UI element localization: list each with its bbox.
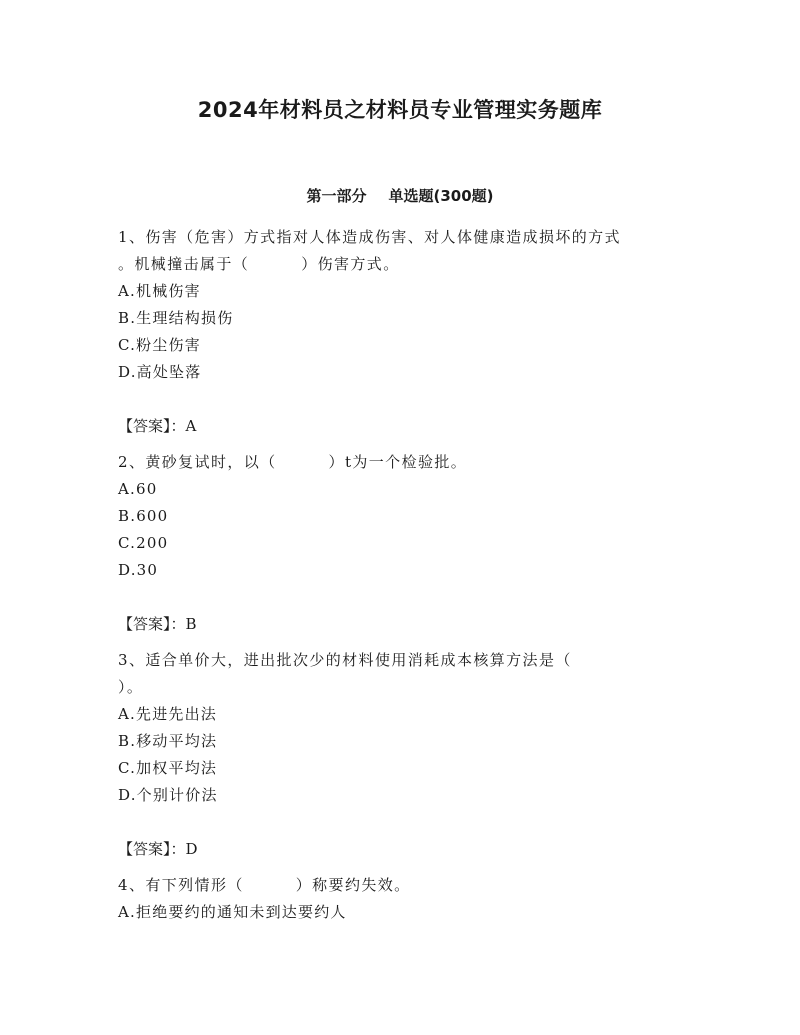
option-d: D.个别计价法: [118, 786, 218, 804]
question-stem: 4、有下列情形（ ）称要约失效。: [118, 876, 411, 894]
option-a: A.先进先出法: [118, 705, 218, 723]
question-1: [118, 224, 688, 440]
section-part: 第一部分: [306, 187, 367, 205]
answer-label: 【答案】：: [118, 615, 186, 633]
question-stem: 2、黄砂复试时，以（ ）t为一个检验批。: [118, 453, 468, 471]
section-name: 单选题(300题): [388, 187, 494, 205]
option-c: C.加权平均法: [118, 759, 218, 777]
question-stem-continued: 。机械撞击属于（ ）伤害方式。: [118, 255, 400, 273]
option-d: D.30: [118, 561, 159, 579]
question-2: [118, 449, 688, 638]
answer-value: D: [185, 840, 198, 858]
option-c: C.粉尘伤害: [118, 336, 201, 354]
option-d: D.高处坠落: [118, 363, 202, 381]
answer-label: 【答案】：: [118, 417, 186, 435]
answer-value: A: [185, 417, 197, 435]
option-b: B.移动平均法: [118, 732, 218, 750]
option-a: A.机械伤害: [118, 282, 201, 300]
answer-label: 【答案】：: [118, 840, 186, 858]
answer-line: [118, 413, 688, 440]
answer-line: [118, 611, 688, 638]
question-stem: 3、适合单价大，进出批次少的材料使用消耗成本核算方法是（: [118, 651, 572, 669]
option-b: B.600: [118, 507, 169, 525]
section-heading: [0, 185, 800, 206]
document-title: 2024年材料员之材料员专业管理实务题库: [197, 98, 603, 122]
question-stem-continued: ）。: [118, 678, 144, 696]
option-c: C.200: [118, 534, 169, 552]
answer-line: [118, 836, 688, 863]
option-a: A.60: [118, 480, 158, 498]
option-a: A.拒绝要约的通知未到达要约人: [118, 903, 347, 921]
option-b: B.生理结构损伤: [118, 309, 234, 327]
question-stem: 1、伤害（危害）方式指对人体造成伤害、对人体健康造成损坏的方式: [118, 228, 621, 246]
answer-value: B: [185, 615, 197, 633]
question-list: [118, 224, 688, 926]
question-3: [118, 647, 688, 863]
question-4: [118, 872, 688, 926]
